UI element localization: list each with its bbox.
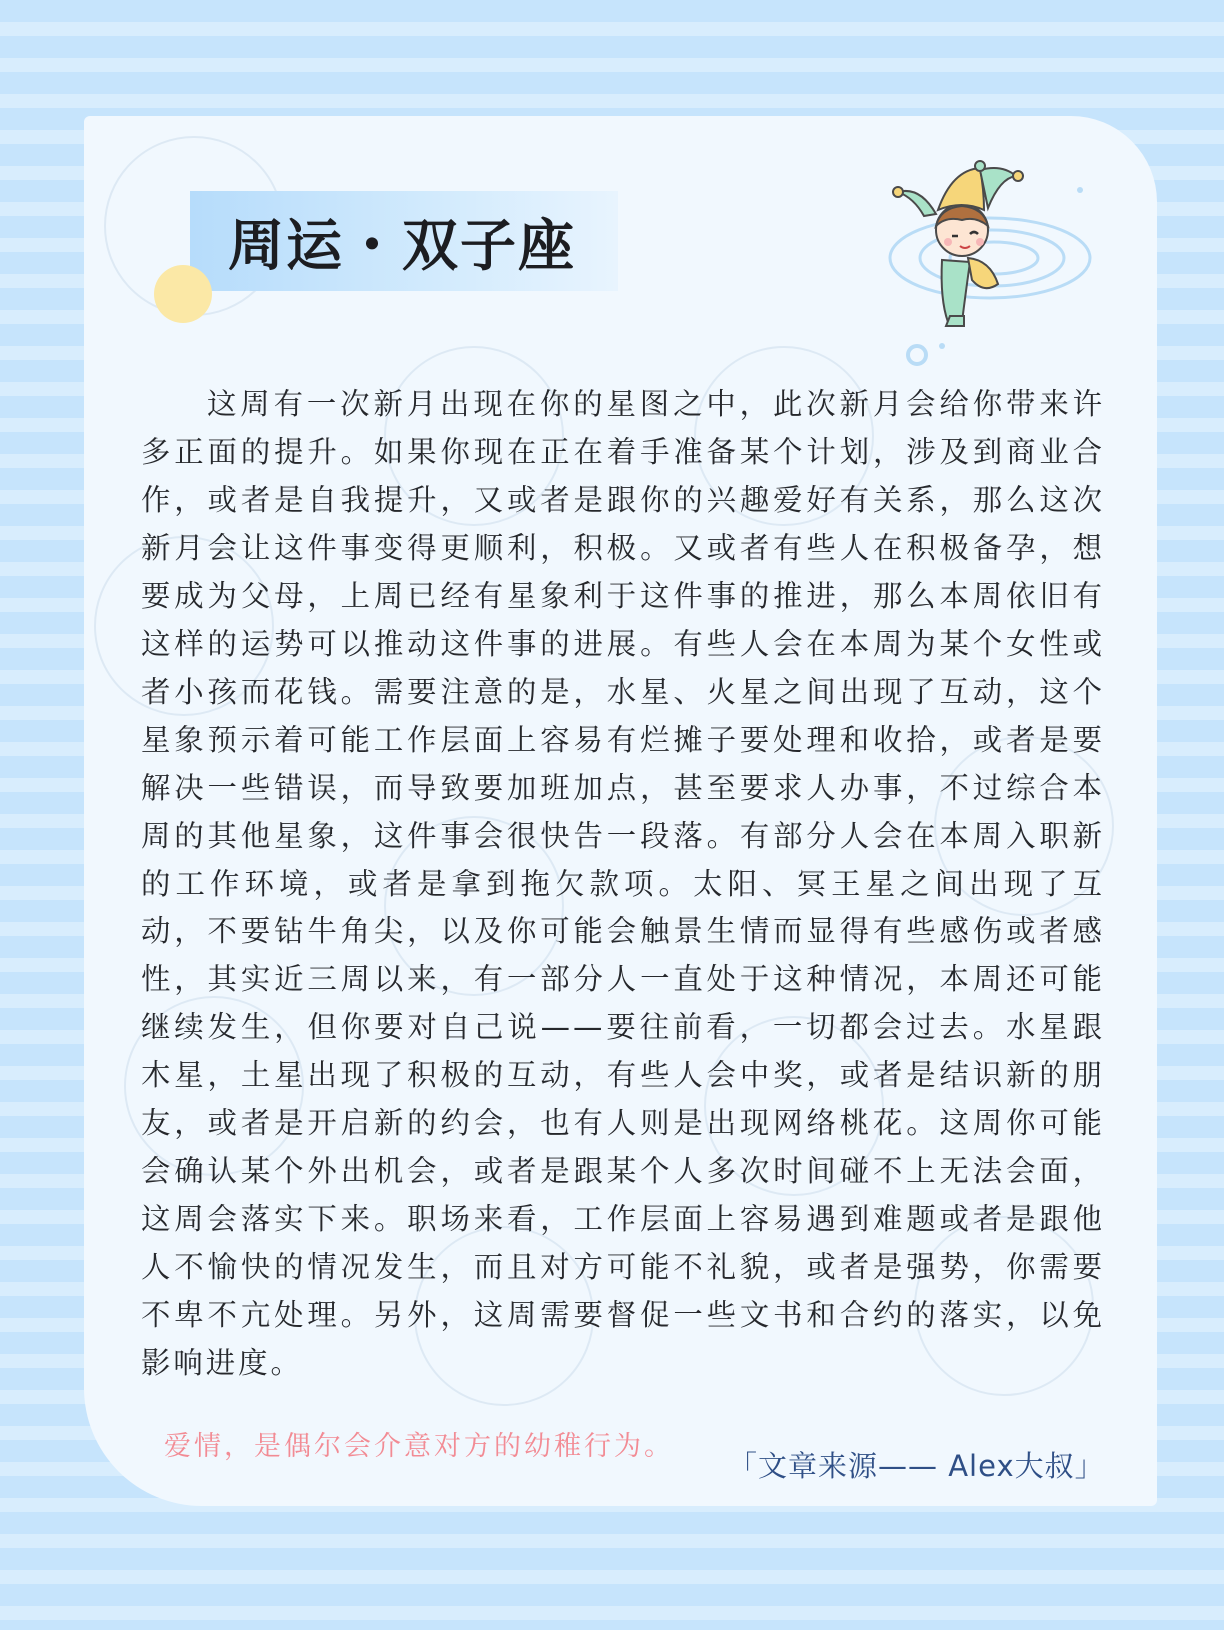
page-title: 周运・双子座 xyxy=(228,214,576,279)
love-quote: 爱情，是偶尔会介意对方的幼稚行为。 xyxy=(164,1431,674,1462)
horoscope-body: 这周有一次新月出现在你的星图之中，此次新月会给你带来许多正面的提升。如果你现在正在着手准备某个计划，涉及到商业合作，或者是自我提升，又或者是跟你的兴趣爱好有关系，那么这次新月会让这件事变得更顺利，积极。又或者有些人在积极备孕，想要成为父母，上周已经有星象利于这件事的推进，那么本周依旧有这样的运势可以推动这件事的进展。有些人会在本周为某个女性或者小孩而花钱。需要注意的是，水星、火星之间出现了互动，这个星象预示着可能工作层面上容易有烂摊子要处理和收拾，或者是要解决一些错误，而导致要加班加点，甚至要求人办事，不过综合本周的其他星象，这件事会很快告一段落。有部分人会在本周入职新的工作环境，或者是拿到拖欠款项。太阳、冥王星之间出现了互动，不要钻牛角尖，以及你可能会触景生情而显得有些感伤或者感性，其实近三周以来，有一部分人一直处于这种情况，本周还可能继续发生，但你要对自己说——要往前看，一切都会过去。水星跟木星，土星出现了积极的互动，有些人会中奖，或者是结识新的朋友，或者是开启新的约会，也有人则是出现网络桃花。这周你可能会确认某个外出机会，或者是跟某个人多次时间碰不上无法会面，这周会落实下来。职场来看，工作层面上容易遇到难题或者是跟他人不愉快的情况发生，而且对方可能不礼貌，或者是强势，你需要不卑不亢处理。另外，这周需要督促一些文书和合约的落实，以免影响进度。 xyxy=(141,387,1105,1381)
jester-mascot-icon xyxy=(880,150,1100,380)
title-decoration-dot xyxy=(154,265,212,323)
article-source: 「文章来源—— Alex大叔」 xyxy=(728,1449,1105,1483)
